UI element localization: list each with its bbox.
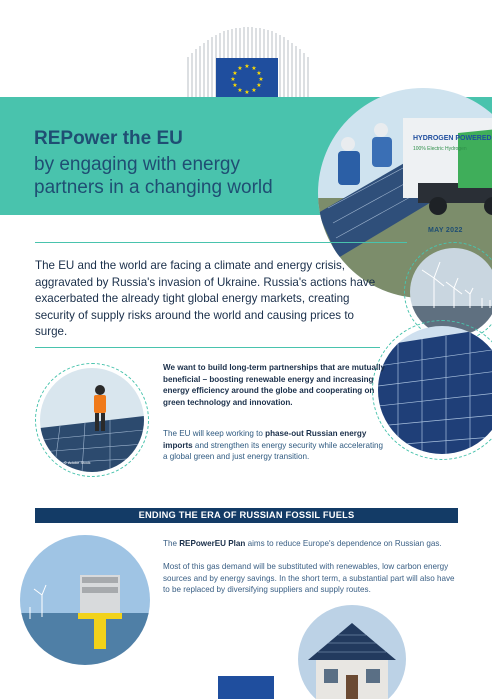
divider-middle	[35, 347, 380, 348]
svg-text:★: ★	[237, 65, 243, 72]
svg-text:★: ★	[244, 89, 250, 96]
house-solar-roof-photo	[298, 605, 406, 699]
page-title: REPower the EU	[34, 128, 183, 149]
svg-text:★: ★	[256, 70, 262, 77]
intro-paragraph: The EU and the world are facing a climate and energy crisis, aggravated by Russia's invasion of Ukraine. Russia's actions have exacerbated the already tight global energy markets, creating security of supply risks around the world and causing prices to surge.	[35, 259, 376, 338]
section-heading: ENDING THE ERA OF RUSSIAN FOSSIL FUELS	[35, 508, 458, 523]
svg-text:★: ★	[232, 70, 238, 77]
publication-date: MAY 2022	[428, 227, 463, 234]
svg-text:★: ★	[251, 65, 257, 72]
gas-substitution-paragraph: Most of this gas demand will be substituted with renewables, low carbon energy sources and by energy savings. In the short term, a substantial part will also have to be replaced by diversifying suppliers and supply routes.	[163, 562, 455, 594]
plan-text-start: The	[163, 539, 180, 548]
svg-text:★: ★	[230, 76, 236, 83]
truck-sublabel: 100% Electric Hydrogen	[413, 146, 467, 152]
svg-text:★: ★	[256, 82, 262, 89]
page-subtitle-line1: by engaging with energy	[34, 154, 240, 175]
plan-text-end: aims to reduce Europe's dependence on Russian gas.	[245, 539, 442, 548]
photo-credit: © Adobe Stock	[64, 460, 91, 465]
plan-name: REPowerEU Plan	[179, 539, 246, 548]
svg-text:★: ★	[232, 82, 238, 89]
page-subtitle-line2: partners in a changing world	[34, 177, 273, 198]
phase-out-emphasis: phase-out Russian energy imports	[163, 429, 367, 450]
worker-solar-panel-photo	[40, 368, 144, 472]
svg-text:★: ★	[251, 87, 257, 94]
truck-label: HYDROGEN POWERED	[413, 135, 492, 142]
svg-text:★: ★	[258, 76, 264, 83]
phase-out-text-end: and strengthen its energy security while accelerating a global green and just energy transition.	[163, 440, 383, 462]
eu-flag-icon	[216, 58, 278, 100]
divider-top	[35, 242, 407, 243]
offshore-platform-photo	[20, 535, 150, 665]
page-subtitle	[34, 153, 324, 199]
partnerships-statement: We want to build long-term partnerships that are mutually beneficial – boosting renewable energy and increasing energy efficiency around the globe and cooperating on green technology and innovation.	[163, 363, 386, 407]
footer-eu-flag	[218, 676, 274, 699]
svg-text:★: ★	[237, 87, 243, 94]
svg-text:★: ★	[244, 63, 250, 70]
repowereu-plan-intro	[163, 538, 458, 550]
phase-out-paragraph	[163, 428, 388, 463]
phase-out-text-start: The EU will keep working to	[163, 429, 266, 438]
